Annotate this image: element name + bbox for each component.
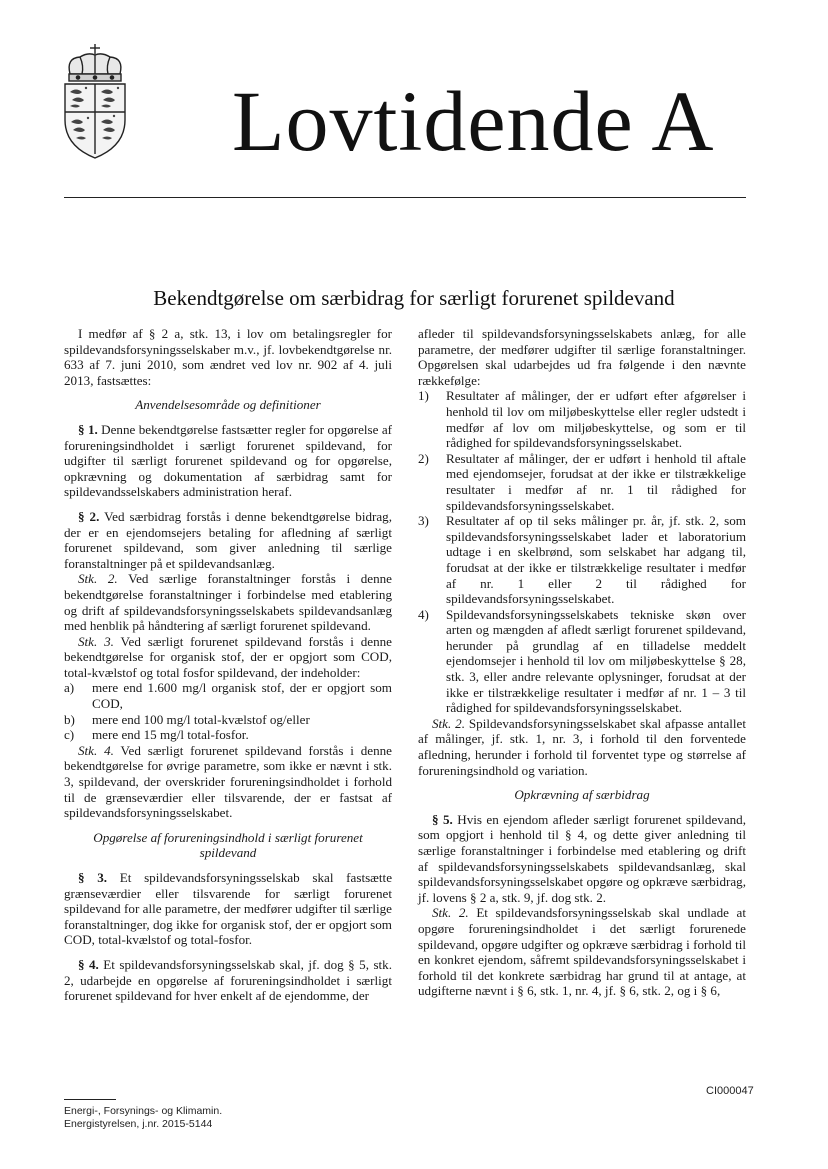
paragraph-number: § 4. xyxy=(78,956,99,972)
document-id: CI000047 xyxy=(706,1085,754,1097)
stk-label: Stk. 4. xyxy=(78,742,114,758)
paragraph-2 xyxy=(64,509,392,571)
paragraph-2-stk-4 xyxy=(64,743,392,821)
paragraph-2-stk-3 xyxy=(64,634,392,681)
footnote-rule xyxy=(64,1099,116,1100)
document-title: Bekendtgørelse om særbidrag for særligt forurenet spildevand xyxy=(153,286,675,310)
list-item: 4) Spildevandsforsyningsselskabets tekniske skøn over arten og mængden af afledt særligt forurenet spildevand, herunder på grundlag af en tilladelse meddelt ejendomsejer i henhold til lov om miljøbeskyttelse § 28, stk. 3, eller andre relevante oplysninger, forudsat at der ikke er tilstrækkelige resultater i medfør af nr. 1 – 3 til rådighed for spildevandsforsyningsselskabet. xyxy=(418,606,746,716)
paragraph-4-continued: afleder til spildevandsforsyningsselskabets anlæg, for alle parametre, der medfører udgifter til særlige foranstaltninger. Opgørelsen skal udarbejdes ud fra følgende i den nævnte rækkefølge: xyxy=(418,326,746,388)
paragraph-4-stk-2 xyxy=(418,716,746,778)
paragraph-text: Hvis en ejendom afleder særligt forurenet spildevand, som opgjort i henhold til § 4, og dette giver anledning til særlige foranstaltninger i forbindelse med etablering og drift af spildevandsforsyningsselskabets spildevandsanlæg, skal spildevandsforsyningsselskabet opgøre og opkræve særbidrag, jf. lovens § 2 a, stk. 9, jf. dog stk. 2. xyxy=(418,811,746,905)
paragraph-text: Et spildevandsforsyningsselskab skal, jf. dog § 5, stk. 2, udarbejde en opgørelse af forureningsindholdet i særligt forurenet spildevand for hver enkelt af de ejendomme, der xyxy=(64,956,393,1004)
masthead-title: Lovtidende A xyxy=(232,73,715,169)
intro-paragraph: I medfør af § 2 a, stk. 13, i lov om betalingsregler for spildevandsforsyningsselskaber m.v., jf. lovbekendtgørelse nr. 633 af 7. juni 2010, som ændret ved lov nr. 902 af 4. juli 2013, fastsættes: xyxy=(64,326,392,388)
list-item: 1) Resultater af målinger, der er udført efter afgørelser i henhold til lov om miljøbeskyttelse eller regler udstedt i medfør af lov om miljøbeskyttelse, og som er til rådighed for spildevandsforsyningsselskabet. xyxy=(418,388,746,451)
stk-label: Stk. 2. xyxy=(78,571,118,587)
stk-text: Spildevandsforsyningsselskabet skal afpasse antallet af målinger, jf. stk. 1, nr. 3, i forhold til den forventede afledning, herunder i forhold til forventet type og størrelse af forureningsindhold og variation. xyxy=(418,715,746,778)
stk-label: Stk. 2. xyxy=(432,715,465,731)
section-heading-measurement: Opgørelse af forureningsindhold i særligt forurenet spildevand xyxy=(93,829,363,861)
paragraph-number: § 3. xyxy=(78,870,108,885)
right-column xyxy=(418,326,746,999)
footer-ministry: Energi-, Forsynings- og Klimamin. xyxy=(64,1105,223,1117)
masthead-rule xyxy=(64,197,746,198)
coat-of-arms-icon xyxy=(58,42,132,160)
footer-note xyxy=(64,1105,222,1131)
stk-text: Ved særligt forurenet spildevand forstås i denne bekendtgørelse for øvrige parametre, som ikke er nævnt i stk. 3, spildevand, der overskrider forureningsindholdet i forhold til de grænseværdier eller tilsvarende, der er fastsat af spildevandsforsyningsselskabet. xyxy=(64,742,392,821)
paragraph-5-stk-2 xyxy=(418,905,746,999)
list-item: a) mere end 1.600 mg/l organisk stof, der er opgjort som COD, xyxy=(64,680,392,712)
list-item: 2) Resultater af målinger, der er udført i henhold til aftale med ejendomsejer, forudsat at der ikke er tilstrækkelige resultater i medfør af nr. 1 til rådighed for spildevandsforsyningsselskabet. xyxy=(418,450,746,513)
stk-text: Et spildevandsforsyningsselskab skal undlade at opgøre forureningsindholdet i det særligt forurenede spildevand, opgøre udgifter og opkræve særbidrag i forhold til en konkret ejendom, såfremt spildevandsforsyningsselskabet i forhold til det konkrete særbidrag har grund til at antage, at udgifterne nævnt i § 6, stk. 1, nr. 4, jf. § 6, stk. 2, og i § 6, xyxy=(418,905,746,999)
section-heading-collection: Opkrævning af særbidrag xyxy=(514,787,650,803)
paragraph-4 xyxy=(64,957,392,1004)
paragraph-text: Et spildevandsforsyningsselskab skal fastsætte grænseværdier eller tilsvarende for særligt forurenet spildevand for alle parametre, der medfører udgifter til særlige foranstaltninger, dog ikke for organisk stof, der er opgjort som COD, total-kvælstof og total-fosfor. xyxy=(64,870,393,948)
stk-text: Ved særlige foranstaltninger forstås i denne bekendtgørelse foranstaltninger i forbindelse med etablering og drift af spildevandsforsyningsselskabets spildevandsanlæg med henblik på håndtering af særligt forurenet spildevand. xyxy=(64,571,392,634)
paragraph-2-stk-2 xyxy=(64,571,392,633)
paragraph-1 xyxy=(64,422,392,500)
footer-journal-number: Energistyrelsen, j.nr. 2015-5144 xyxy=(64,1118,213,1130)
paragraph-3 xyxy=(64,870,392,948)
paragraph-5 xyxy=(418,812,746,906)
paragraph-number: § 5. xyxy=(432,811,453,827)
paragraph-text: Ved særbidrag forstås i denne bekendtgørelse bidrag, der er en ejendomsejers betaling for afledning af særligt forurenet spildevand, som giver anledning til særlige foranstaltninger på et spildevandsanlæg. xyxy=(64,508,392,571)
list-item: c) mere end 15 mg/l total-fosfor. xyxy=(64,727,249,743)
stk-text: Ved særligt forurenet spildevand forstås i denne bekendtgørelse for organisk stof, der er opgjort som COD, total-kvælstof og total fosfor spildevand, der indeholder: xyxy=(64,633,392,680)
left-column xyxy=(64,326,392,1004)
list-item: 3) Resultater af op til seks målinger pr. år, jf. stk. 2, som spildevandsforsyningsselskabet lader et laboratorium udtage i en skelbrønd, som selskabet har adgang til, forudsat at der ikke er tilstrækkelige resultater i medfør af nr. 1 eller 2 til rådighed for spildevandsforsyningsselskabet. xyxy=(418,513,746,607)
paragraph-number: § 2. xyxy=(78,508,100,524)
stk-label: Stk. 2. xyxy=(432,905,469,921)
stk-label: Stk. 3. xyxy=(78,633,114,649)
list-item: b) mere end 100 mg/l total-kvælstof og/eller xyxy=(64,711,310,727)
section-heading-scope: Anvendelsesområde og definitioner xyxy=(135,397,321,413)
paragraph-number: § 1. xyxy=(78,421,98,437)
paragraph-text: Denne bekendtgørelse fastsætter regler for opgørelse af forureningsindholdet i særligt forurenet spildevand, for udgifter til særligt forurenet spildevand og for opgørelse, opkrævning og dokumentation af særbidrag samt for spildevandsselskabers administration heraf. xyxy=(64,421,392,500)
